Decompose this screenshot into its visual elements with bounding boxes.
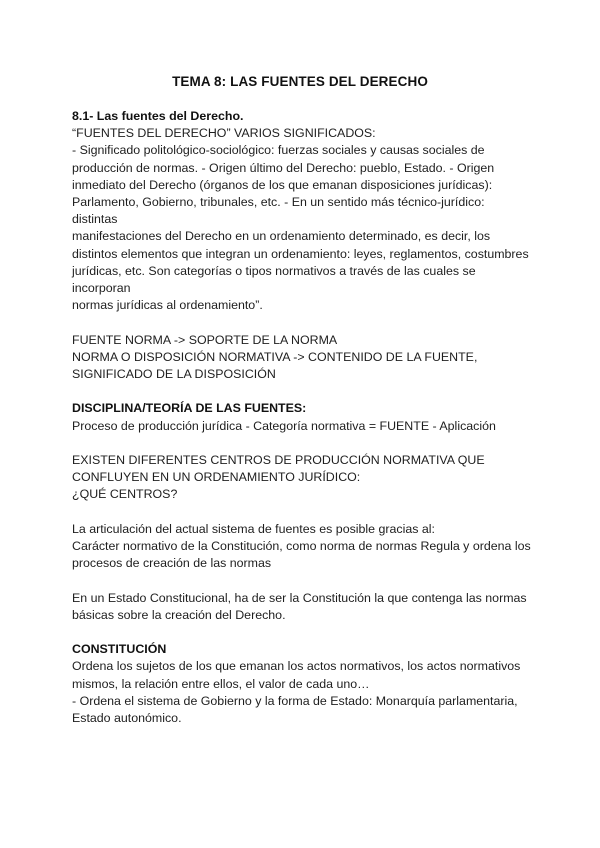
paragraph-gap — [72, 383, 532, 400]
text-line: La articulación del actual sistema de fuentes es posible gracias al: — [72, 521, 435, 536]
text-line: - Significado politológico-sociológico: fuerzas sociales y causas sociales de — [72, 143, 485, 158]
disciplina-heading: DISCIPLINA/TEORÍA DE LAS FUENTES: — [72, 401, 307, 416]
section-heading: 8.1- Las fuentes del Derecho. — [72, 109, 244, 123]
paragraph-gap — [72, 572, 532, 589]
paragraph-gap — [72, 624, 532, 641]
constitucion-heading: CONSTITUCIÓN — [72, 642, 167, 657]
text-line: Carácter normativo de la Constitución, como norma de normas Regula y ordena los — [72, 539, 531, 554]
text-line: básicas sobre la creación del Derecho. — [72, 607, 286, 622]
paragraph-gap — [72, 435, 532, 452]
text-line: manifestaciones del Derecho en un ordenamiento determinado, es decir, los — [72, 229, 491, 244]
text-line: EXISTEN DIFERENTES CENTROS DE PRODUCCIÓN NORMATIVA QUE — [72, 453, 485, 468]
text-line: CONFLUYEN EN UN ORDENAMIENTO JURÍDICO: — [72, 470, 361, 485]
text-line: “FUENTES DEL DERECHO” VARIOS SIGNIFICADOS: — [72, 126, 376, 141]
document-title: TEMA 8: LAS FUENTES DEL DERECHO — [172, 74, 428, 89]
text-line: distintos elementos que integran un ordenamiento: leyes, reglamentos, costumbres — [72, 246, 529, 261]
text-line: Proceso de producción jurídica - Categoría normativa = FUENTE - Aplicación — [72, 418, 496, 433]
text-line: ¿QUÉ CENTROS? — [72, 487, 178, 502]
paragraph-gap — [72, 314, 532, 331]
text-line: Estado autonómico. — [72, 711, 182, 726]
text-line: producción de normas. - Origen último del Derecho: pueblo, Estado. - Origen — [72, 160, 495, 175]
paragraph-gap — [72, 504, 532, 521]
text-line: Parlamento, Gobierno, tribunales, etc. - En un sentido más técnico-jurídico: distintas — [72, 195, 485, 227]
text-line: FUENTE NORMA -> SOPORTE DE LA NORMA — [72, 332, 338, 347]
text-line: - Ordena el sistema de Gobierno y la forma de Estado: Monarquía parlamentaria, — [72, 693, 518, 708]
document-body — [72, 108, 532, 727]
text-line: procesos de creación de las normas — [72, 556, 272, 571]
text-line: NORMA O DISPOSICIÓN NORMATIVA -> CONTENIDO DE LA FUENTE, — [72, 349, 478, 364]
text-line: inmediato del Derecho (órganos de los que emanan disposiciones jurídicas): — [72, 177, 493, 192]
text-line: Ordena los sujetos de los que emanan los actos normativos, los actos normativos — [72, 659, 521, 674]
text-line: SIGNIFICADO DE LA DISPOSICIÓN — [72, 367, 276, 382]
text-line: normas jurídicas al ordenamiento”. — [72, 298, 263, 313]
text-line: En un Estado Constitucional, ha de ser la Constitución la que contenga las normas — [72, 590, 527, 605]
text-line: mismos, la relación entre ellos, el valor de cada uno… — [72, 676, 370, 691]
text-line: jurídicas, etc. Son categorías o tipos normativos a través de las cuales se incorporan — [72, 263, 476, 296]
